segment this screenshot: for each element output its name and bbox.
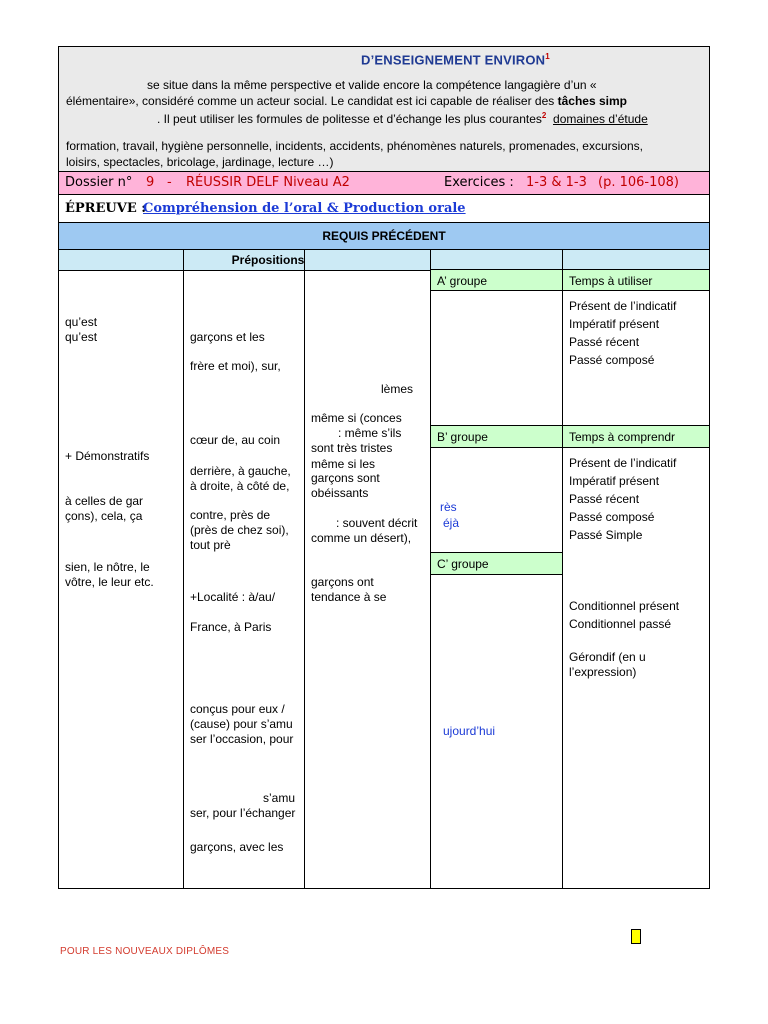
- dossier-row: [59, 172, 709, 195]
- exercices-pages: (p. 106-108): [598, 175, 679, 190]
- row-line: [430, 425, 709, 426]
- intro-line-4: formation, travail, hygiène personnelle, incidents, accidents, phénomènes naturels, promenades, excursions,: [66, 139, 643, 153]
- intro-line-3: . Il peut utiliser les formules de politesse et d’échange les plus courantes$^2$ domaines d’étude: [157, 111, 648, 126]
- col3-text: comme un désert),: [311, 531, 412, 545]
- col3-text: : même s’ils: [338, 426, 402, 440]
- intro-title: D’ENSEIGNEMENT ENVIRON$^1$: [361, 52, 550, 68]
- row-line: [430, 552, 562, 553]
- tense-item: Passé composé: [569, 353, 655, 367]
- intro-line-5: loisirs, spectacles, bricolage, jardinage, lecture …): [66, 155, 334, 169]
- col1-text: sien, le nôtre, le: [65, 560, 150, 574]
- col2-text: derrière, à gauche,: [190, 464, 291, 478]
- col3-text: sont très tristes: [311, 441, 393, 455]
- col1-text: + Démonstratifs: [65, 449, 150, 463]
- col2-text: frère et moi), sur,: [190, 359, 281, 373]
- col2-text: (près de chez soi),: [190, 523, 289, 537]
- col1-text: vôtre, le leur etc.: [65, 575, 154, 589]
- dossier-number: 9: [146, 175, 155, 190]
- tense-item: Présent de l’indicatif: [569, 456, 677, 470]
- col2-text: cœur de, au coin: [190, 433, 281, 447]
- col1-text: çons), cela, ça: [65, 509, 143, 523]
- col4-blue-text: rès: [440, 500, 457, 514]
- dossier-dash: -: [167, 175, 172, 190]
- row-line: [430, 447, 709, 448]
- prepositions-header: Prépositions: [231, 253, 305, 267]
- tense-item: Impératif présent: [569, 317, 660, 331]
- epreuve-row: [59, 195, 709, 223]
- tense-item: Passé composé: [569, 510, 655, 524]
- col-divider-2: [304, 250, 305, 889]
- group-a-label: A’ groupe: [437, 274, 488, 288]
- tense-item: Conditionnel présent: [569, 599, 680, 613]
- footer-title: POUR LES NOUVEAUX DIPLÔMES: [60, 946, 230, 957]
- col1-text: qu’est: [65, 330, 98, 344]
- col2-text: garçons et les: [190, 330, 265, 344]
- col2-text: ser, pour l’échanger: [190, 806, 296, 820]
- col2-text: tout prè: [190, 538, 231, 552]
- col4-blue-text: ujourd’hui: [443, 724, 496, 738]
- epreuve-title-link[interactable]: Compréhension de l’oral & Production orale: [143, 201, 466, 216]
- intro-line-2: élémentaire», considéré comme un acteur social. Le candidat est ici capable de réaliser des tâches simp: [66, 94, 627, 108]
- col3-text: tendance à se: [311, 590, 387, 604]
- col4-blue-text: éjà: [443, 516, 460, 530]
- col2-text: contre, près de: [190, 508, 271, 522]
- intro-line-1: se situe dans la même perspective et valide encore la compétence langagière d’un «: [147, 78, 597, 92]
- col-divider-4: [562, 250, 563, 889]
- col2-text: +Localité : à/au/: [190, 590, 276, 604]
- tense-use-header: Temps à utiliser: [569, 274, 653, 288]
- tense-item: Conditionnel passé: [569, 617, 672, 631]
- dossier-label: Dossier n°: [65, 175, 133, 190]
- col3-text: lèmes: [381, 382, 414, 396]
- exercices-label: Exercices :: [444, 175, 514, 190]
- exercices-value: 1-3 & 1-3: [526, 175, 587, 190]
- col2-text: (cause) pour s’amu: [190, 717, 293, 731]
- col3-text: même si (conces: [311, 411, 402, 425]
- epreuve-label: ÉPREUVE :: [65, 201, 147, 216]
- col3-text: obéissants: [311, 486, 369, 500]
- row-line: [430, 290, 709, 291]
- table-header-row: [59, 250, 709, 271]
- group-c-label: C’ groupe: [437, 557, 489, 571]
- row-line: [430, 574, 562, 575]
- col2-text: France, à Paris: [190, 620, 272, 634]
- col2-text: garçons, avec les: [190, 840, 284, 854]
- col1-text: qu’est: [65, 315, 98, 329]
- tense-understand-header: Temps à comprendr: [569, 430, 676, 444]
- col2-text: à droite, à côté de,: [190, 479, 290, 493]
- col3-text: garçons ont: [311, 575, 374, 589]
- col3-text: garçons sont: [311, 471, 380, 485]
- tense-item: l’expression): [569, 665, 637, 679]
- col1-text: à celles de gar: [65, 494, 144, 508]
- tense-item: Présent de l’indicatif: [569, 299, 677, 313]
- tense-item: Impératif présent: [569, 474, 660, 488]
- highlight-marker: [631, 929, 641, 944]
- row-line: [430, 269, 709, 270]
- dossier-book: RÉUSSIR DELF Niveau A2: [186, 175, 350, 190]
- tense-item: Passé récent: [569, 335, 640, 349]
- group-b-label: B’ groupe: [437, 430, 488, 444]
- col2-text: conçus pour eux /: [190, 702, 285, 716]
- footnote-2: 2: [541, 111, 547, 120]
- footnote-1: 1: [545, 52, 550, 61]
- col3-text: même si les: [311, 457, 376, 471]
- requis-heading: REQUIS PRÉCÉDENT: [59, 223, 709, 250]
- col3-text: : souvent décrit: [336, 516, 418, 530]
- col2-text: s’amu: [263, 791, 296, 805]
- tense-item: Passé Simple: [569, 528, 643, 542]
- tense-item: Gérondif (en u: [569, 650, 646, 664]
- col-divider-1: [183, 250, 184, 889]
- tense-item: Passé récent: [569, 492, 640, 506]
- col2-text: ser l’occasion, pour: [190, 732, 294, 746]
